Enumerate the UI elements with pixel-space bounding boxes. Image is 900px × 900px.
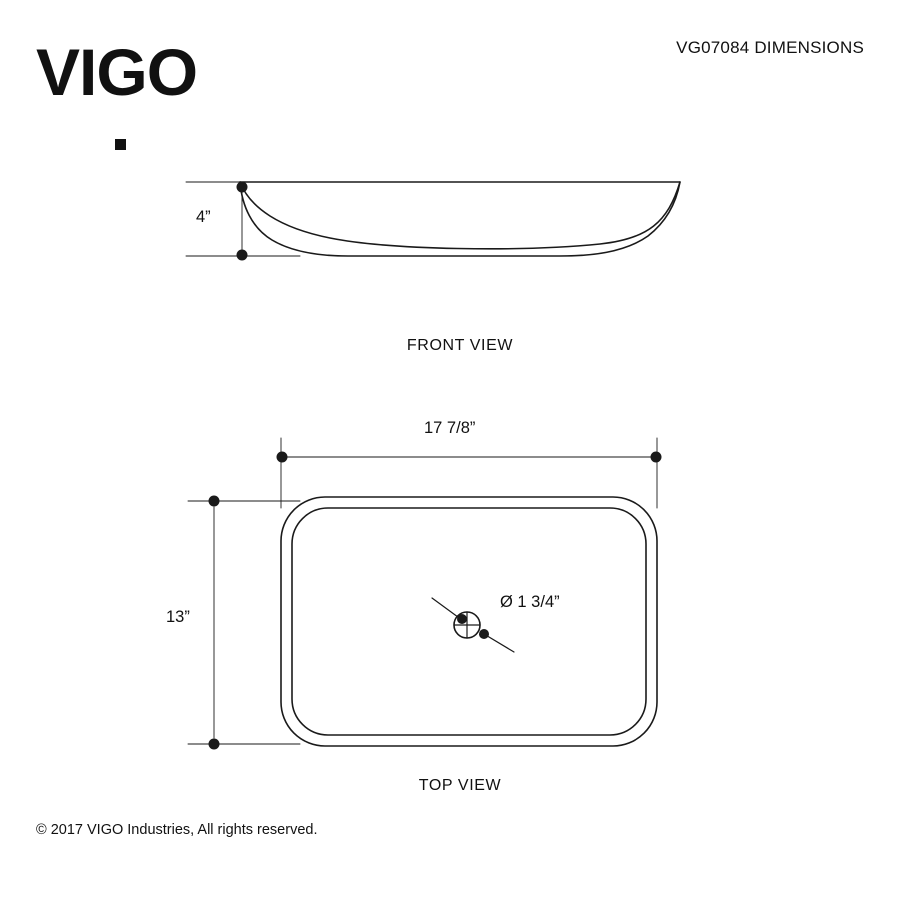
logo-wordmark: VIGO bbox=[36, 35, 198, 109]
top-view-caption: TOP VIEW bbox=[418, 777, 502, 794]
top-view-width-label: 17 7/8” bbox=[424, 419, 476, 437]
technical-drawing bbox=[0, 8, 900, 880]
copyright-notice: © 2017 VIGO Industries, All rights reserved. bbox=[36, 822, 318, 838]
front-view-dim-dot-bottom bbox=[237, 250, 248, 261]
top-view-depth-dot-top bbox=[209, 496, 220, 507]
top-view-outer-rect bbox=[281, 497, 657, 746]
drain-leader-dot-lower bbox=[479, 629, 489, 639]
front-view-basin-inner-curve bbox=[240, 182, 680, 249]
drain-diameter-label: Ø 1 3/4” bbox=[500, 593, 560, 611]
drain-leader-lower bbox=[484, 634, 514, 652]
drain-leader-upper bbox=[432, 598, 462, 620]
front-view-dim-dot-top bbox=[237, 182, 248, 193]
top-view-depth-dot-bottom bbox=[209, 739, 220, 750]
top-view-inner-rect bbox=[292, 508, 646, 735]
top-view-depth-label: 13” bbox=[166, 608, 190, 626]
front-view-caption: FRONT VIEW bbox=[406, 337, 514, 354]
top-view-width-dot-right bbox=[651, 452, 662, 463]
drawing-sheet bbox=[0, 8, 900, 880]
drain-leader-dot-upper bbox=[457, 614, 467, 624]
top-view-width-dot-left bbox=[277, 452, 288, 463]
part-code-label: VG07084 DIMENSIONS bbox=[676, 38, 864, 57]
front-view-basin-outline bbox=[240, 182, 680, 256]
front-view-height-label: 4” bbox=[196, 208, 211, 226]
